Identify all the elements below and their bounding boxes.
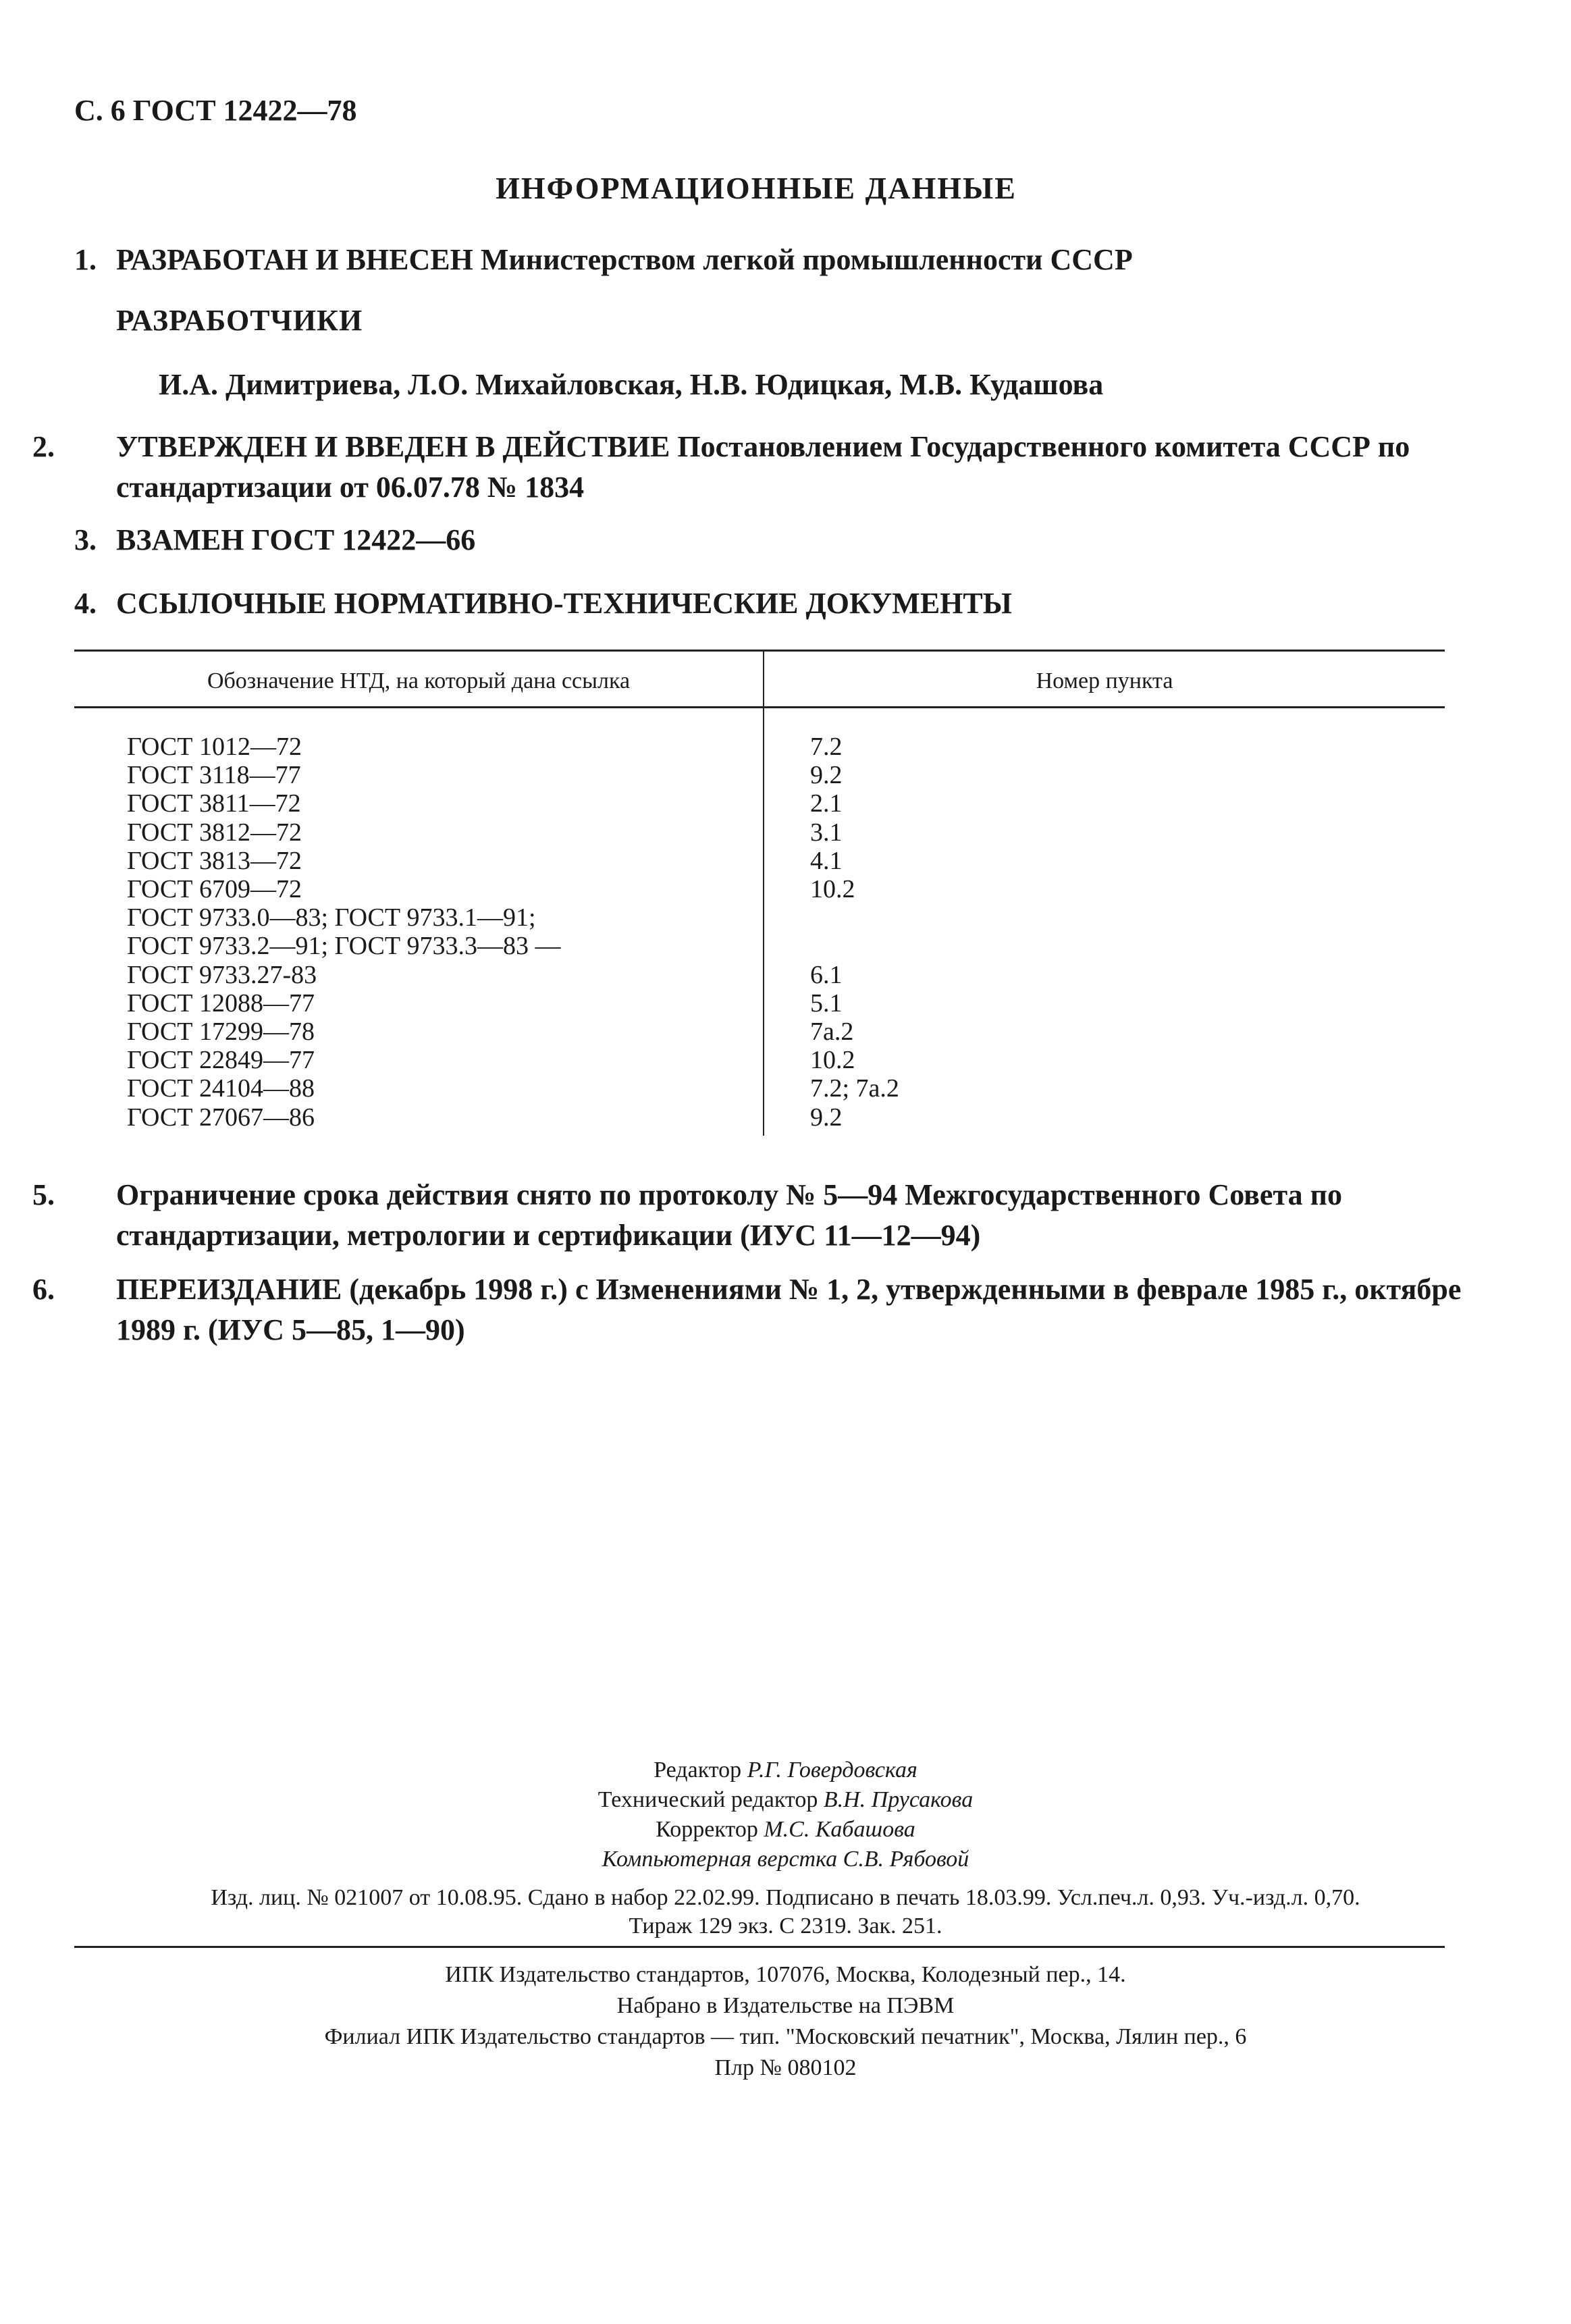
item-4 [74, 583, 1012, 624]
table-cell-clause: 9.2 [810, 761, 843, 789]
item-2-text: Постановлением Государственного комитета СССР по стандартизации от 06.07.78 № 1834 [116, 430, 1410, 504]
item-3-text: ВЗАМЕН ГОСТ 12422—66 [116, 523, 476, 556]
publisher-info [0, 1959, 1571, 2084]
item-1-text: Министерством легкой промышленности СССР [473, 243, 1133, 276]
table-cell-clause: 2.1 [810, 789, 843, 818]
imprint [0, 1884, 1571, 1940]
page-title: ИНФОРМАЦИОННЫЕ ДАННЫЕ [496, 171, 1017, 205]
table-header-clause: Номер пункта [1036, 668, 1173, 693]
developers-label: РАЗРАБОТЧИКИ [116, 304, 363, 337]
table-cell-clause: 7.2; 7а.2 [810, 1074, 899, 1103]
table-cell-clause: 7а.2 [810, 1018, 854, 1046]
item-5-text: Ограничение срока действия снято по протоколу № 5—94 Межгосударственного Совета по стандартизации, метрологии и сертификации (ИУС 11—12—94) [116, 1178, 1342, 1252]
table-cell-designation: ГОСТ 1012—72 [127, 733, 302, 761]
credit-editor [0, 1755, 1571, 1785]
credit-editor-name: Р.Г. Говердовская [747, 1758, 917, 1782]
table-cell-designation: ГОСТ 9733.0—83; ГОСТ 9733.1—91; [127, 903, 536, 932]
credit-layout-name: С.В. Рябовой [843, 1847, 969, 1872]
item-2-lead: УТВЕРЖДЕН И ВВЕДЕН В ДЕЙСТВИЕ [116, 430, 670, 463]
page-header: С. 6 ГОСТ 12422—78 [74, 94, 357, 127]
table-cell-clause: 7.2 [810, 733, 843, 761]
table-cell-clause: 9.2 [810, 1103, 843, 1132]
item-6 [32, 1269, 1487, 1350]
item-4-text: ССЫЛОЧНЫЕ НОРМАТИВНО-ТЕХНИЧЕСКИЕ ДОКУМЕНТЫ [116, 587, 1012, 620]
item-4-number: 4. [74, 587, 97, 620]
table-cell-designation: ГОСТ 9733.2—91; ГОСТ 9733.3—83 — [127, 932, 561, 960]
publisher-line-1: ИПК Издательство стандартов, 107076, Москва, Колодезный пер., 14. [445, 1962, 1126, 1987]
table-cell-designation: ГОСТ 3813—72 [127, 847, 302, 875]
credit-editor-label: Редактор [654, 1758, 742, 1782]
developers-list: И.А. Димитриева, Л.О. Михайловская, Н.В. Юдицкая, М.В. Кудашова [159, 368, 1104, 401]
item-5 [32, 1175, 1487, 1256]
table-cell-designation: ГОСТ 12088—77 [127, 989, 315, 1018]
table-cell-clause: 4.1 [810, 847, 843, 875]
publisher-line-4: Плр № 080102 [714, 2055, 857, 2080]
table-cell-clause: 6.1 [810, 961, 843, 989]
table-cell-designation: ГОСТ 22849—77 [127, 1046, 315, 1074]
table-cell-designation: ГОСТ 6709—72 [127, 875, 302, 903]
item-3 [74, 520, 475, 560]
publisher-line-3: Филиал ИПК Издательство стандартов — тип. "Московский печатник", Москва, Лялин пер., 6 [324, 2024, 1247, 2049]
item-1 [74, 240, 1133, 280]
table-column-divider [763, 650, 764, 1136]
item-5-number: 5. [32, 1178, 55, 1211]
credit-corrector [0, 1815, 1571, 1845]
imprint-rule [74, 1946, 1445, 1948]
item-2 [32, 427, 1487, 508]
credit-tech-editor [0, 1785, 1571, 1815]
table-cell-clause: 10.2 [810, 1046, 855, 1074]
credit-corrector-name: М.С. Кабашова [764, 1817, 915, 1842]
table-header-rule [74, 706, 1445, 708]
item-2-number: 2. [32, 430, 55, 463]
item-1-lead: РАЗРАБОТАН И ВНЕСЕН [116, 243, 473, 276]
publisher-line-2: Набрано в Издательстве на ПЭВМ [616, 1993, 955, 2018]
item-6-text: ПЕРЕИЗДАНИЕ (декабрь 1998 г.) с Изменениями № 1, 2, утвержденными в феврале 1985 г., октябре 1989 г. (ИУС 5—85, 1—90) [116, 1273, 1462, 1346]
imprint-line-1: Изд. лиц. № 021007 от 10.08.95. Сдано в набор 22.02.99. Подписано в печать 18.03.99. Усл.печ.л. 0,93. Уч.-изд.л. 0,70. [211, 1885, 1360, 1910]
table-cell-designation: ГОСТ 24104—88 [127, 1074, 315, 1103]
credit-layout-label: Компьютерная верстка [602, 1847, 838, 1872]
table-cell-designation: ГОСТ 3812—72 [127, 818, 302, 847]
table-cell-designation: ГОСТ 9733.27-83 [127, 961, 317, 989]
item-6-number: 6. [32, 1273, 55, 1306]
table-header-designation: Обозначение НТД, на который дана ссылка [207, 668, 631, 693]
table-cell-designation: ГОСТ 3811—72 [127, 789, 301, 818]
credit-tech-label: Технический редактор [597, 1787, 818, 1812]
item-3-number: 3. [74, 523, 97, 556]
table-cell-clause: 5.1 [810, 989, 843, 1018]
credits [0, 1755, 1571, 1874]
item-1-number: 1. [74, 243, 97, 276]
table-cell-clause: 10.2 [810, 875, 855, 903]
table-cell-designation: ГОСТ 17299—78 [127, 1018, 315, 1046]
credit-tech-name: В.Н. Прусакова [823, 1787, 974, 1812]
table-cell-designation: ГОСТ 3118—77 [127, 761, 301, 789]
credit-corrector-label: Корректор [656, 1817, 758, 1842]
imprint-line-2: Тираж 129 экз. С 2319. Зак. 251. [629, 1913, 942, 1938]
table-cell-clause: 3.1 [810, 818, 843, 847]
table-cell-designation: ГОСТ 27067—86 [127, 1103, 315, 1132]
table-top-rule [74, 650, 1445, 652]
credit-layout [0, 1845, 1571, 1874]
